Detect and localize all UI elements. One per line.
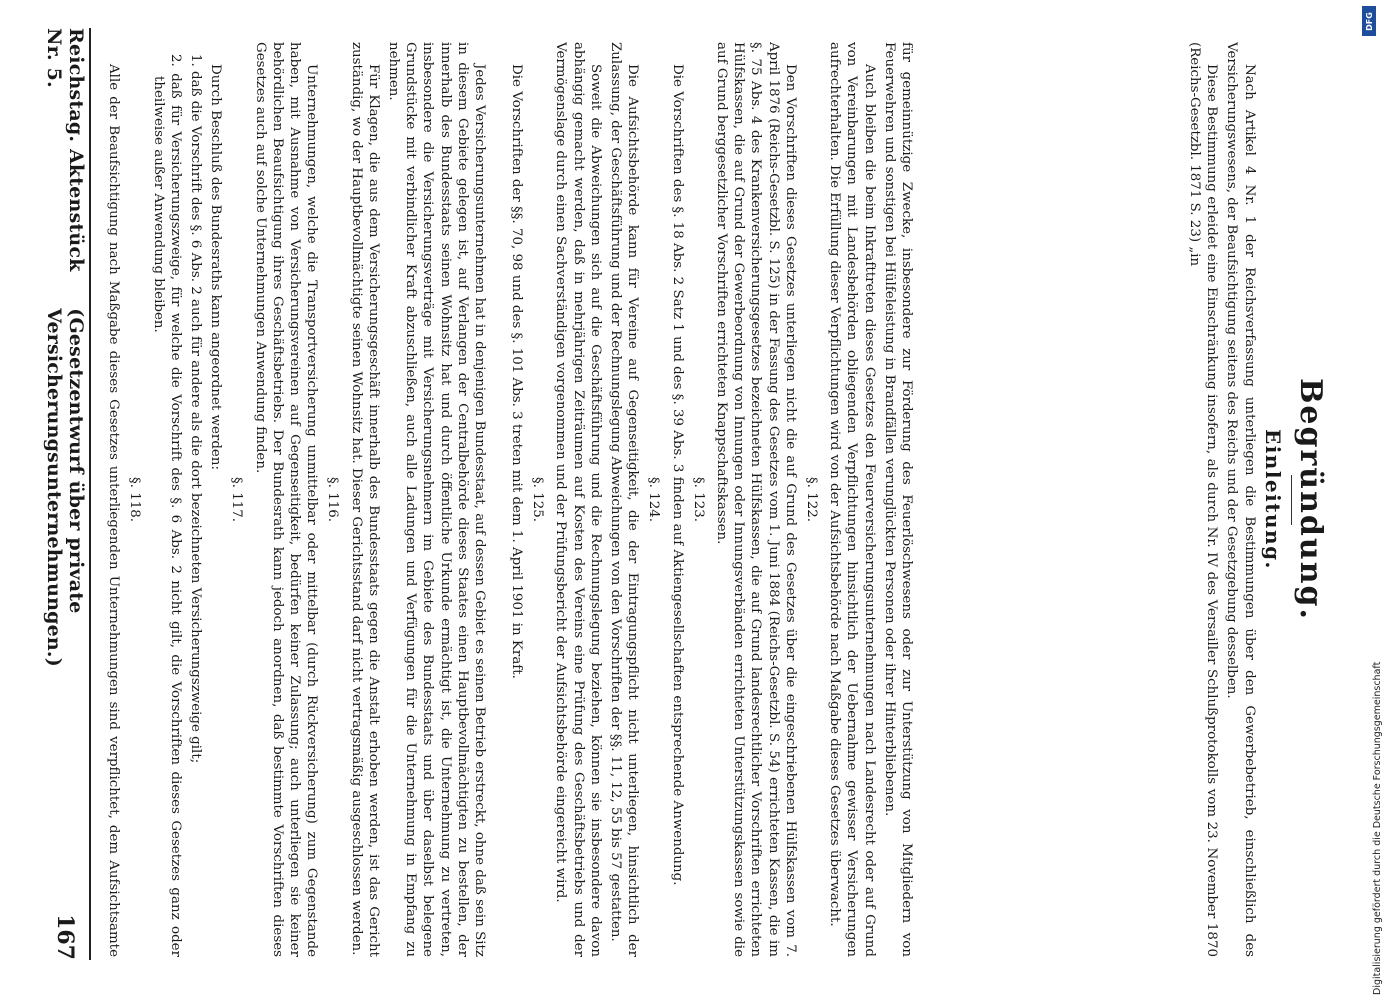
paragraph-heading: §. 116.: [325, 476, 341, 523]
paragraph-heading: §. 117.: [229, 476, 245, 523]
paragraph-heading: §. 122.: [803, 476, 819, 523]
page-number: 167: [52, 914, 78, 960]
body-paragraph: Jedes Versicherungsunternehmen hat in denjenigen Bundesstaat, auf dessen Gebiet es seinen Betrieb erstreckt, ohne daß sein Sitz in diesem Gebiete gelegen ist, auf Verlangen der Centralbehörde dieses Staates einen Hauptbevollmächtigten zu bestellen, der innerhalb des Bundesstaats seinen Wohnsitz hat und durch öffentliche Urkunde ermächtigt ist, die Unternehmung zu vertreten, insbesondere die Versicherungsverträge mit Versicherungsnehmern im Gebiete des Bundesstaats und über daselbst belegene Grundstücke mit verbindlicher Kraft abzuschließen, auch alle Ladungen und Verfügungen für die Unternehmung in Empfang zu nehmen.: [385, 42, 487, 957]
body-paragraph: Die Aufsichtsbehörde kann für Vereine auf Gegenseitigkeit, die der Eintragungspflicht nicht unterliegen, hinsichtlich der Zulassung, der Geschäftsführung und der Rechnungslegung Abweichungen von den Vorschriften der §§. 11, 12, 55 bis 57 gestatten.: [607, 42, 641, 957]
text-column-3: [933, 42, 1333, 957]
paragraph-heading: §. 125.: [530, 476, 546, 523]
dfg-logo: DFG: [1362, 6, 1376, 36]
digitization-note: Digitalisierung gefördert durch die Deutsche Forschungsgemeinschaft: [1372, 661, 1383, 995]
paragraph-heading: §. 118.: [127, 476, 143, 523]
body-paragraph: Auch bleiben die beim Inkrafttreten dieses Gesetzes den Feuerversicherungsunternehmungen nach Landesrecht oder auf Grund von Vereinbarungen mit Landesbehörden obliegenden Verpflichtungen hinsichtlich der Uebernahme gewisser Versicherungen aufrechterhalten. Die Erfüllung dieser Verpflichtungen wird von der Aufsichtsbehörde nach Maßgabe dieses Gesetzes überwacht.: [827, 42, 877, 957]
body-paragraph: Unternehmungen, welche die Transportversicherung unmittelbar oder mittelbar (durch Rückversicherung) zum Gegenstande haben, mit Ausnahme von Versicherungsvereinen auf Gegenseitigkeit, bedürfen keiner Zulassung; auch unterliegen sie keiner behördlichen Beaufsichtigung ihres Geschäftsbetriebs. Der Bundesrath kann jedoch anordnen, daß bestimmte Vorschriften dieses Gesetzes auch auf solche Unternehmungen Anwendung finden.: [252, 42, 320, 957]
text-column-1: [103, 42, 488, 957]
body-paragraph: Den Vorschriften dieses Gesetzes unterliegen nicht die auf Grund des Gesetzes über die eingeschriebenen Hülfskassen vom 7. April 1876 (Reichs-Gesetzbl. S. 125) in der Fassung des Gesetzes vom 1. Juni 1884 (Reichs-Gesetzbl. S. 54) errichteten Kassen, die im §. 75 Abs. 4 des Krankenversicherungsgesetzes bezeichneten Hülfskassen, die auf Grund landesrechtlicher Vorschriften errichteten Hülfskassen, die auf Grund der Gewerbeordnung von Innungen oder Innungsverbänden errichteten Unterstützungskassen sowie die auf Grund berggesetzlicher Vorschriften errichteten Knappschaftskassen.: [713, 42, 798, 957]
header-rule: [89, 28, 91, 960]
body-paragraph: Die Vorschriften der §§. 70, 98 und des §. 101 Abs. 3 treten mit dem 1. April 1901 in Kraft.: [508, 64, 524, 679]
body-paragraph: Für Klagen, die aus dem Versicherungsgeschäft innerhalb des Bundesstaats gegen die Anstalt erhoben werden, ist das Gericht zuständig, wo der Hauptbevollmächtigte seinen Wohnsitz hat. Dieser Gerichtsstand darf nicht vertragsmäßig ausgeschlossen werden.: [348, 42, 381, 957]
paragraph-heading: §. 124.: [646, 476, 662, 523]
section-subtitle: Einleitung.: [1260, 428, 1285, 571]
section-title: Begründung.: [1293, 378, 1328, 621]
body-paragraph: Soweit die Abweichungen sich auf die Geschäftsführung und die Rechnungslegung beziehen, können sie insbesondere davon abhängig gemacht werden, daß in mehrjährigen Zeiträumen auf Kosten des Vereins eine Prüfung des Geschäftsbetriebs und der Vermögenslage durch einen Sachverständigen vorgenommen und der Prüfungsbericht der Aufsichtsbehörde eingereicht wird.: [553, 42, 603, 957]
list-item: 1. daß die Vorschrift des §. 6 Abs. 2 auch für andere als die dort bezeichneten Versicherungszweige gilt;: [187, 54, 203, 764]
paragraph-heading: §. 123.: [690, 476, 706, 523]
body-paragraph: Nach Artikel 4 Nr. 1 der Reichsverfassung unterliegen die Bestimmungen über den Gewerbebetrieb, einschließlich des Versicherungswesens, der Beaufsichtigung seitens des Reichs und der Gesetzgebung desselben.: [1224, 42, 1257, 957]
header-title: (Gesetzentwurf über private Versicherungsunternehmungen.): [43, 308, 87, 667]
body-paragraph: für gemeinnützige Zwecke, insbesondere zur Förderung des Feuerlöschwesens oder zur Unterstützung von Mitgliedern von Feuerwehren und sonstigen bei Hülfeleistung in Brandfällen verunglückten Personen oder ihrer Hinterbliebenen.: [881, 42, 914, 957]
body-paragraph: Alle der Beaufsichtigung nach Maßgabe dieses Gesetzes unterliegenden Unternehmungen sind verpflichtet, dem Aufsichtsamte: [106, 64, 122, 957]
running-header: [43, 28, 87, 960]
body-paragraph: Diese Bestimmung erleidet eine Einschränkung insofern, als durch Nr. IV des Versailler Schlußprotokolls vom 23. November 1870 (Reichs-Gesetzbl. 1871 S. 23) „in: [1186, 42, 1220, 957]
header-left: Reichstag. Aktenstück Nr. 5.: [43, 28, 87, 272]
text-column-2: [505, 42, 915, 957]
list-item: 2. daß für Versicherungszweige, für welche die Vorschrift des §. 6 Abs. 2 nicht gilt, die Vorschriften dieses Gesetzes ganz oder theilweise außer Anwendung bleiben.: [150, 54, 183, 957]
body-paragraph: Die Vorschriften des §. 18 Abs. 2 Satz 1 und des §. 39 Abs. 3 finden auf Aktiengesellschaften entsprechende Anwendung.: [669, 64, 685, 886]
body-paragraph: Durch Beschluß des Bundesraths kann angeordnet werden:: [208, 64, 224, 470]
title-rule: [1291, 475, 1292, 525]
